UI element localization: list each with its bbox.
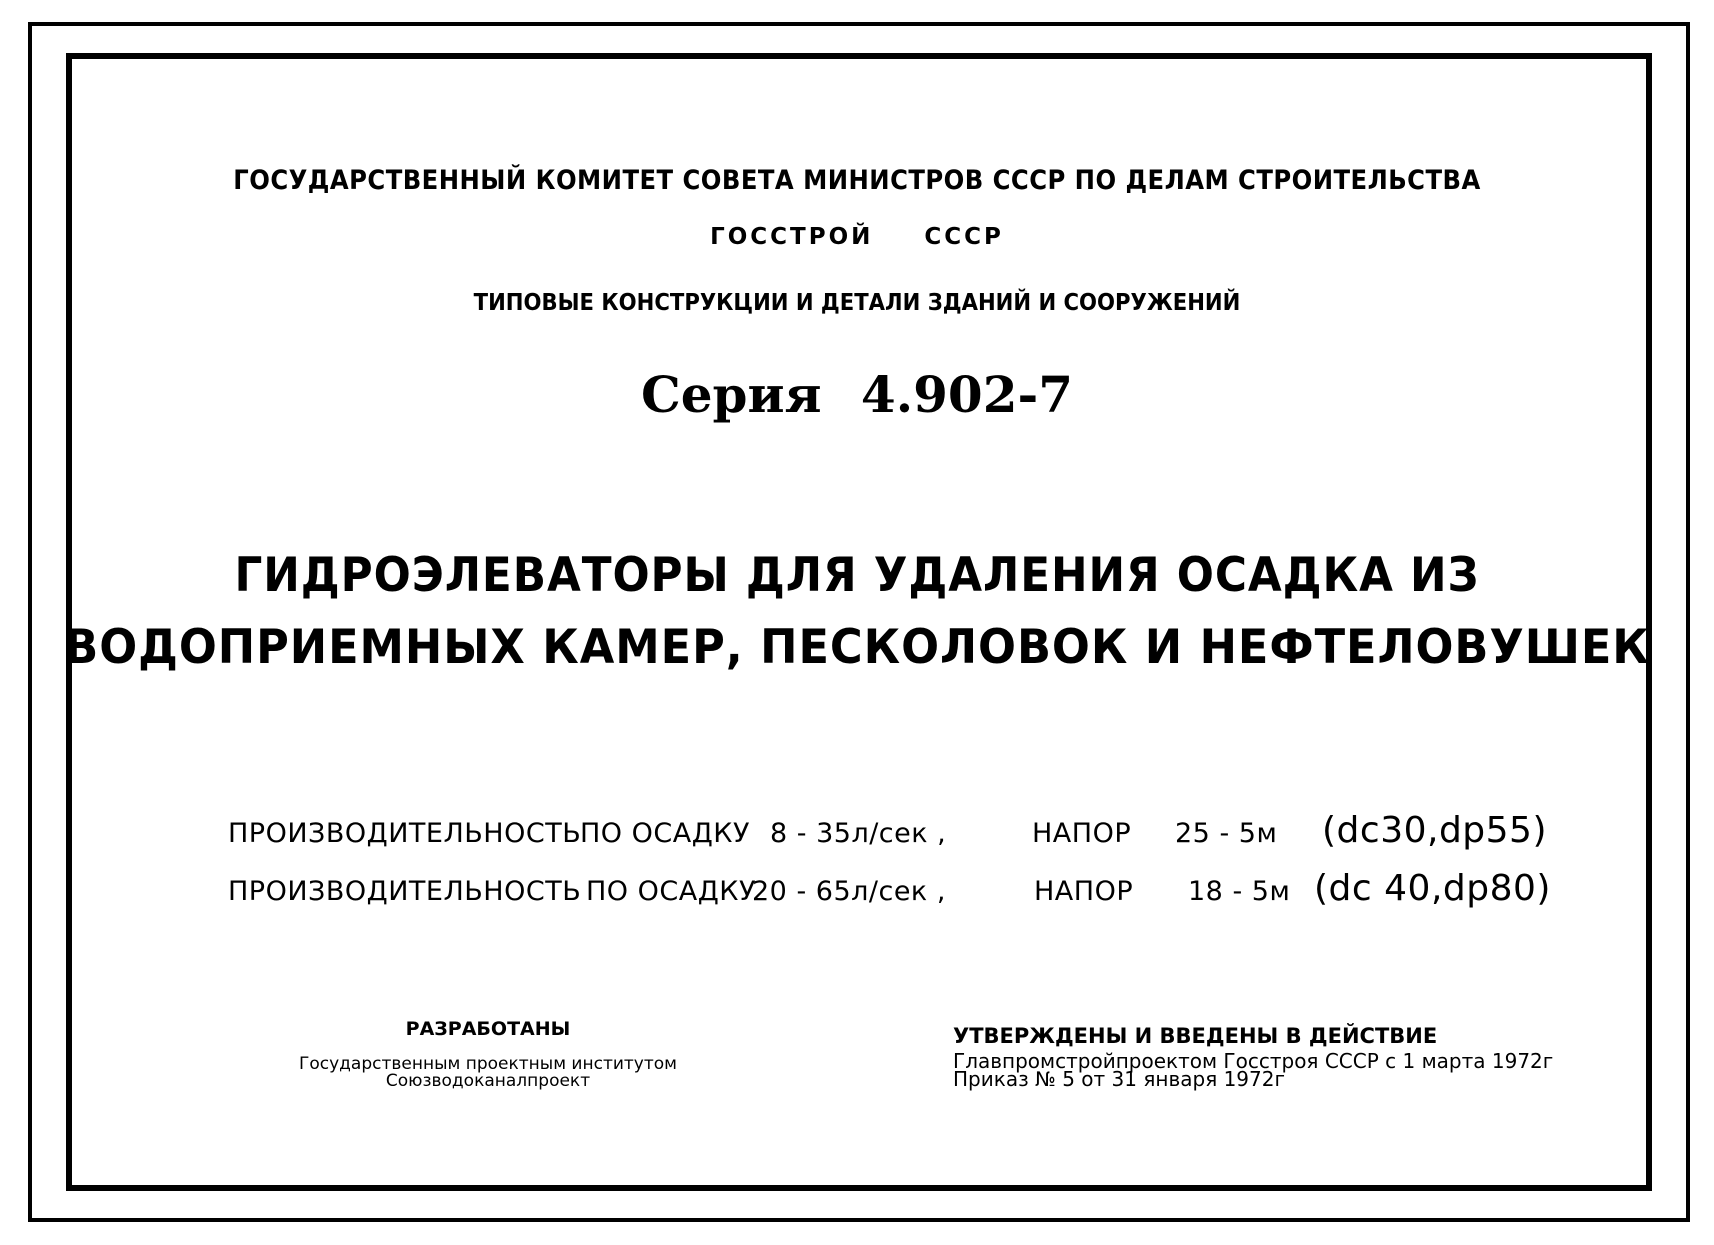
collection-title: ТИПОВЫЕ КОНСТРУКЦИИ И ДЕТАЛИ ЗДАНИЙ И СООРУЖЕНИЙ (473, 290, 1241, 316)
document-title-line-1: ГИДРОЭЛЕВАТОРЫ ДЛЯ УДАЛЕНИЯ ОСАДКА ИЗ (234, 548, 1480, 603)
spec-1-by: ПО ОСАДКУ (580, 818, 750, 849)
spec-1-capacity: 8 - 35л/сек , (770, 818, 947, 849)
developed-institute: Государственным проектным институтом (298, 1054, 677, 1074)
developed-block (288, 1018, 688, 1090)
approved-heading: УТВЕРЖДЕНЫ И ВВЕДЕНЫ В ДЕЙСТВИЕ (953, 1024, 1438, 1048)
spec-1-head-label: НАПОР (1032, 818, 1132, 849)
developed-organization: Союзводоканалпроект (385, 1071, 591, 1091)
approved-order: Приказ № 5 от 31 января 1972г (953, 1067, 1285, 1091)
organization-short-name: ГОССТРОЙ СССР (710, 224, 1004, 250)
spec-2-label: ПРОИЗВОДИТЕЛЬНОСТЬ (228, 876, 582, 907)
developed-heading: РАЗРАБОТАНЫ (405, 1018, 571, 1040)
spec-2-head: 18 - 5м (1188, 876, 1291, 907)
spec-1-diameters: (dc30,dp55) (1322, 810, 1547, 851)
approved-block (953, 1024, 1554, 1091)
spec-1-label: ПРОИЗВОДИТЕЛЬНОСТЬ (228, 818, 582, 849)
document-title-line-2: ВОДОПРИЕМНЫХ КАМЕР, ПЕСКОЛОВОК И НЕФТЕЛОВУШЕК (64, 620, 1650, 675)
spec-1-head: 25 - 5м (1175, 818, 1278, 849)
spec-2-diameters: (dc 40,dp80) (1314, 868, 1551, 909)
spec-2-by: ПО ОСАДКУ (586, 876, 756, 907)
spec-2-head-label: НАПОР (1034, 876, 1134, 907)
series-number: Серия 4.902-7 (640, 365, 1074, 424)
approved-authority: Главпромстройпроектом Госстроя СССР с 1 марта 1972г (953, 1049, 1554, 1073)
spec-2-capacity: 20 - 65л/сек , (752, 876, 946, 907)
organization-name: ГОСУДАРСТВЕННЫЙ КОМИТЕТ СОВЕТА МИНИСТРОВ СССР ПО ДЕЛАМ СТРОИТЕЛЬСТВА (233, 165, 1481, 196)
